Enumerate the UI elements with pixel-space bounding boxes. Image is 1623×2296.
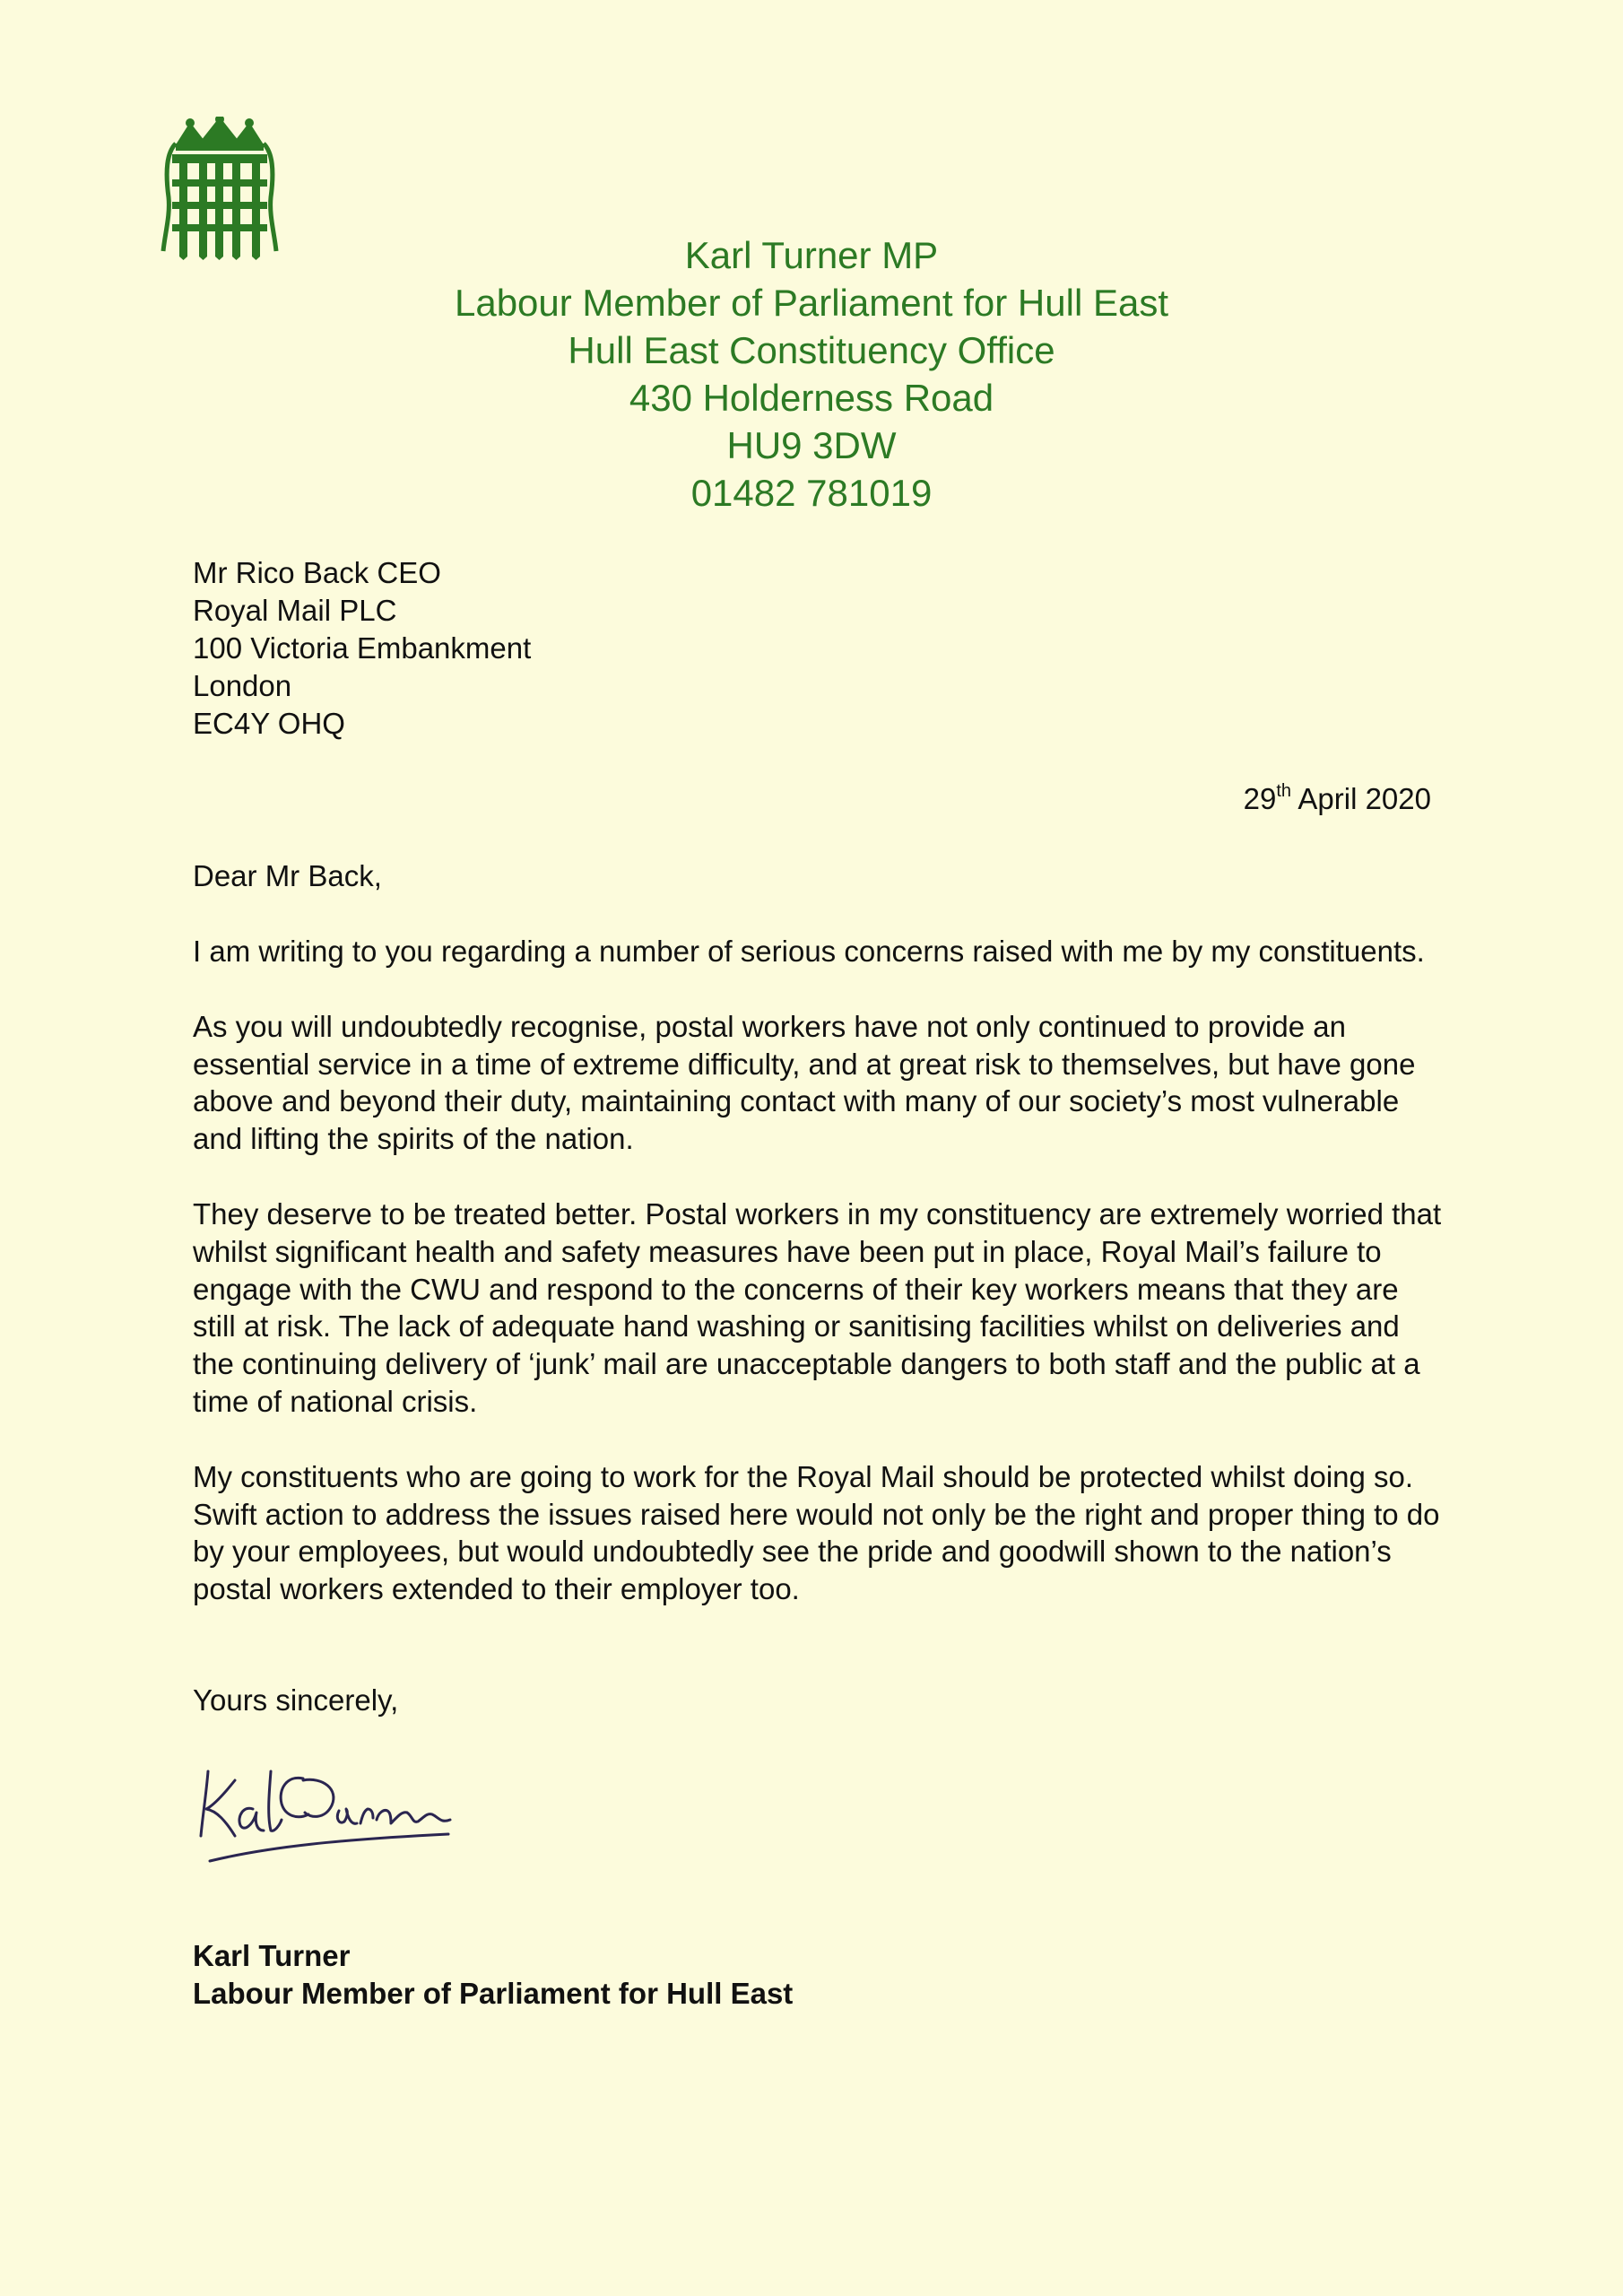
recipient-name: Mr Rico Back CEO	[193, 556, 441, 589]
letter-body	[193, 933, 1448, 1646]
salutation: Dear Mr Back,	[193, 859, 382, 892]
recipient-postcode: EC4Y OHQ	[193, 707, 345, 740]
handwritten-signature-icon	[188, 1753, 466, 1866]
recipient-address	[193, 554, 531, 743]
recipient-street: 100 Victoria Embankment	[193, 631, 532, 665]
signature-block	[193, 1937, 793, 2013]
date-rest: April 2020	[1291, 782, 1431, 815]
recipient-city: London	[193, 669, 292, 702]
letter-date	[1244, 780, 1431, 818]
date-day: 29	[1243, 782, 1277, 815]
closing: Yours sincerely,	[193, 1683, 399, 1717]
office-name: Hull East Constituency Office	[568, 329, 1055, 371]
letterhead	[0, 231, 1623, 517]
body-paragraph: I am writing to you regarding a number of serious concerns raised with me by my constituents.	[193, 935, 1425, 968]
office-street: 430 Holderness Road	[629, 377, 994, 419]
recipient-company: Royal Mail PLC	[193, 594, 397, 627]
office-phone: 01482 781019	[690, 472, 933, 514]
mp-role: Labour Member of Parliament for Hull East	[454, 282, 1168, 324]
mp-name: Karl Turner MP	[684, 234, 939, 276]
signatory-name: Karl Turner	[193, 1939, 351, 1972]
body-paragraph: They deserve to be treated better. Postal workers in my constituency are extremely worried that whilst significant health and safety measures have been put in place, Royal Mail’s failure to engage with the CWU and respond to the concerns of their key workers means that they are still at risk. The lack of adequate hand washing or sanitising facilities whilst on deliveries and the continuing delivery of ‘junk’ mail are unacceptable dangers to both staff and the public at a time of national crisis.	[193, 1196, 1442, 1418]
body-paragraph: As you will undoubtedly recognise, postal workers have not only continued to provide an essential service in a time of extreme difficulty, and at great risk to themselves, but have gone above and beyond their duty, maintaining contact with many of our society’s most vulnerable and lifting the spirits of the nation.	[193, 1009, 1416, 1156]
signatory-role: Labour Member of Parliament for Hull East	[193, 1977, 794, 2010]
office-postcode: HU9 3DW	[726, 424, 897, 466]
body-paragraph: My constituents who are going to work for the Royal Mail should be protected whilst doing so. Swift action to address the issues raised here would not only be the right and proper thing to do by your employees, but would undoubtedly see the pride and goodwill shown to the nation’s postal workers extended to their employer too.	[193, 1459, 1440, 1606]
date-suffix: th	[1276, 781, 1292, 801]
